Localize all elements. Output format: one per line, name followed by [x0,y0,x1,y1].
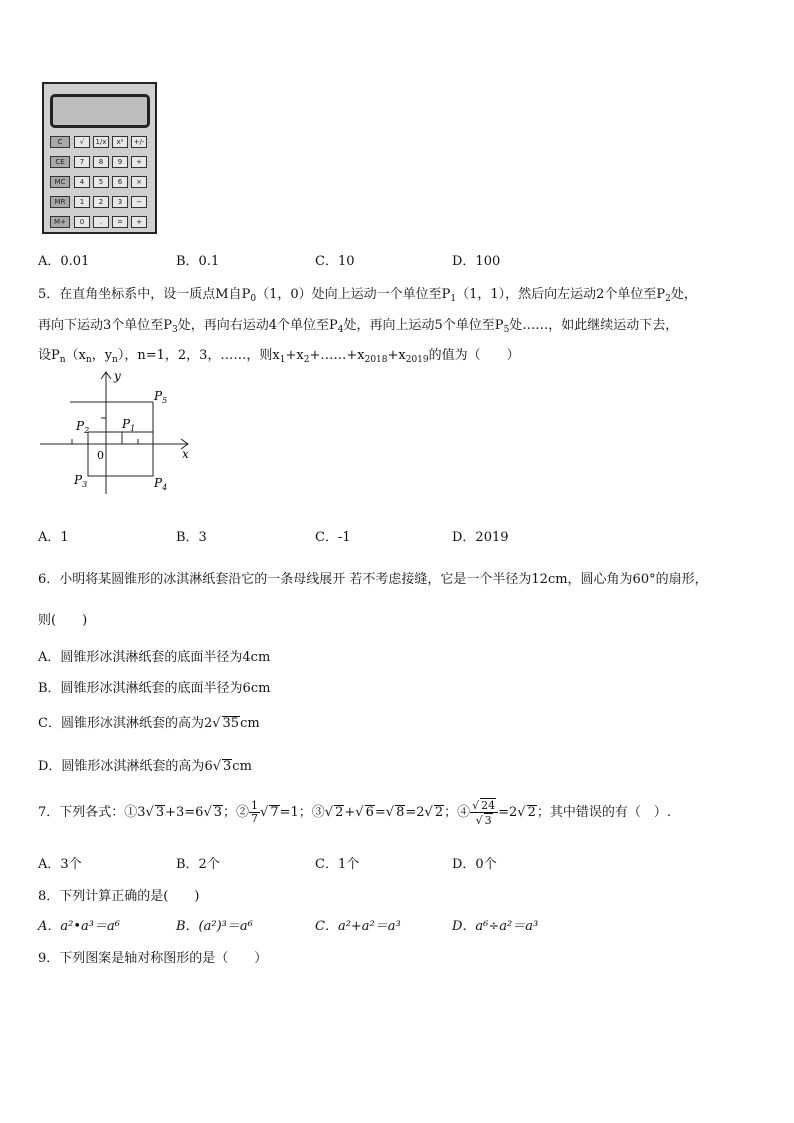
calculator-screen [50,94,150,128]
origin-label: 0 [97,449,104,462]
q6-option-c: C．圆锥形冰淇淋纸套的高为2√ 35cm [38,716,260,731]
q5-stem-line1: 5．在直角坐标系中，设一质点M自$P_0(1$，0）处向上运动一个单位至$P_1(1$，1），然后向左运动2个单位至$P_2$处， [38,287,697,304]
calculator-key: 1 [74,196,90,208]
calculator-key: . [93,216,109,228]
calculator-key: C [50,136,70,148]
p4-label: $P_4$ [154,476,168,492]
q7-option-c: C．1个 [315,857,360,872]
q6-option-a: A．圆锥形冰淇淋纸套的底面半径为4cm [38,650,271,665]
q6-option-d: D．圆锥形冰淇淋纸套的高为6√ 3cm [38,759,252,774]
q5-stem-line2: 再向下运动3个单位至$P_3$处，再向右运动4个单位至$P_4$处，再向上运动5个单位至$P_5$处……，如此继续运动下去， [38,318,679,335]
q8-option-b: B．(a²)³＝a⁶ [176,919,253,934]
q4-option-d: D．100 [452,254,501,269]
q6-stem-line1: 6．小明将某圆锥形的冰淇淋纸套沿它的一条母线展开 若不考虑接缝，它是一个半径为12cm，圆心角为60°的扇形， [38,572,708,587]
q7-option-a: A．3个 [38,857,82,872]
calculator-key: +/- [131,136,147,148]
calculator-key: MC [50,176,70,188]
q8-option-a: A．a²•a³＝a⁶ [38,919,120,934]
p2-label: $P_2$ [76,419,90,435]
q5-option-c: C．-1 [315,530,351,545]
q6-stem-line2: 则( ) [38,613,88,628]
calculator-key: + [131,156,147,168]
q7-option-d: D．0个 [452,857,497,872]
calculator-key: √ [74,136,90,148]
calculator-key: 3 [112,196,128,208]
calculator-key: × [131,176,147,188]
calculator-key: CE [50,156,70,168]
y-label: y [114,369,121,383]
x-label: x [182,447,189,461]
p5-label: $P_5$ [154,389,168,405]
calculator-key: + [131,216,147,228]
q6-option-b: B．圆锥形冰淇淋纸套的底面半径为6cm [38,681,271,696]
q5-stem-line3: 设$P_n(x_n$，$y_n$），n=1，2，3，……，则$x_1+x_2+\dots\dots+x_{2018}+x_{2019}$的值为（ ） [38,348,520,365]
q8-stem: 8．下列计算正确的是( ) [38,889,200,904]
calculator-image [42,82,157,234]
q4-option-b: B．0.1 [176,254,220,269]
path-p0-p1-p2 [88,432,122,444]
q8-option-c: C．a²+a²＝a³ [315,919,401,934]
q8-option-d: D．a⁶÷a²＝a³ [452,919,539,934]
calculator-key: 5 [93,176,109,188]
q4-option-a: A．0.01 [38,254,90,269]
p1-label: $P_1$ [122,417,136,433]
calculator-key: x² [112,136,128,148]
calculator-key: 9 [112,156,128,168]
calculator-key: 1/x [93,136,109,148]
q5-option-a: A．1 [38,530,69,545]
calculator-key: 6 [112,176,128,188]
p3-label: $P_3$ [74,473,88,489]
q9-stem: 9．下列图案是轴对称图形的是（ ） [38,951,268,966]
calculator-key: 0 [74,216,90,228]
calculator-key: 8 [93,156,109,168]
q7-option-b: B．2个 [176,857,220,872]
coordinate-figure [36,366,206,498]
calculator-key: 2 [93,196,109,208]
q5-option-b: B．3 [176,530,207,545]
calculator-key: 7 [74,156,90,168]
q5-option-d: D．2019 [452,530,509,545]
calculator-key: 4 [74,176,90,188]
q4-option-c: C．10 [315,254,355,269]
q7-stem: 7．下列各式：①3√ 3+3=6√ 3；② $\frac{1}{7}$ √ 7=1；③√ 2+√ 6=√ 8=2√ 2；④ $\frac{√ 24}{√ 3}$ =2√ 2；其中错误的有（ ）. [38,799,672,827]
calculator-key: = [112,216,128,228]
calculator-key: MR [50,196,70,208]
calculator-key: M+ [50,216,70,228]
calculator-key: − [131,196,147,208]
